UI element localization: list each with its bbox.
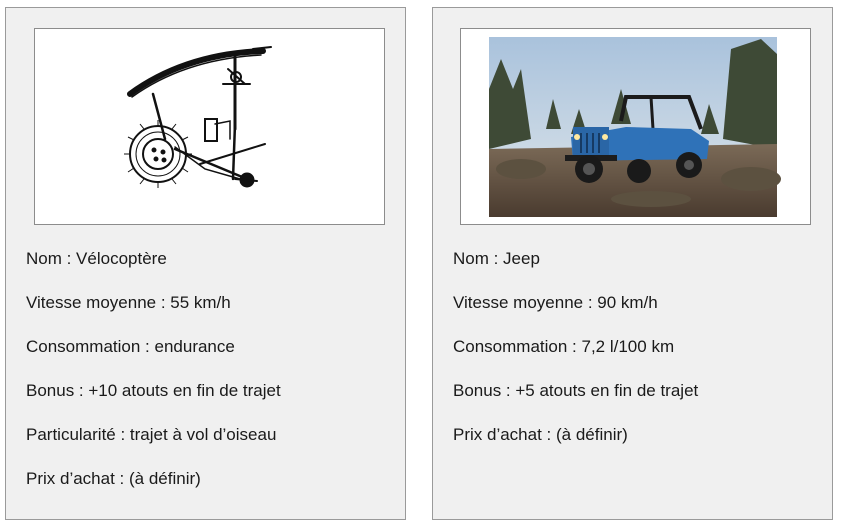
- property-name: Nom : Jeep: [453, 249, 540, 268]
- property-bonus: Bonus : +10 atouts en fin de trajet: [26, 381, 281, 400]
- vehicle-properties: [453, 249, 698, 469]
- vehicle-card-velocoptere: [5, 7, 406, 520]
- vehicle-image-frame: [460, 28, 811, 225]
- property-bonus: Bonus : +5 atouts en fin de trajet: [453, 381, 699, 400]
- property-price: Prix d’achat : (à définir): [453, 425, 628, 444]
- property-price: Prix d’achat : (à définir): [26, 469, 201, 488]
- vehicle-card-jeep: [432, 7, 833, 520]
- property-name: Nom : Vélocoptère: [26, 249, 167, 268]
- property-speed: Vitesse moyenne : 55 km/h: [26, 293, 231, 312]
- vehicle-properties: [26, 249, 281, 513]
- jeep-photo: [461, 29, 810, 224]
- velocoptere-drawing: [35, 29, 384, 224]
- property-consumption: Consommation : endurance: [26, 337, 235, 356]
- property-consumption: Consommation : 7,2 l/100 km: [453, 337, 675, 356]
- property-particularity: Particularité : trajet à vol d’oiseau: [26, 425, 277, 444]
- property-speed: Vitesse moyenne : 90 km/h: [453, 293, 658, 312]
- vehicle-image-frame: [34, 28, 385, 225]
